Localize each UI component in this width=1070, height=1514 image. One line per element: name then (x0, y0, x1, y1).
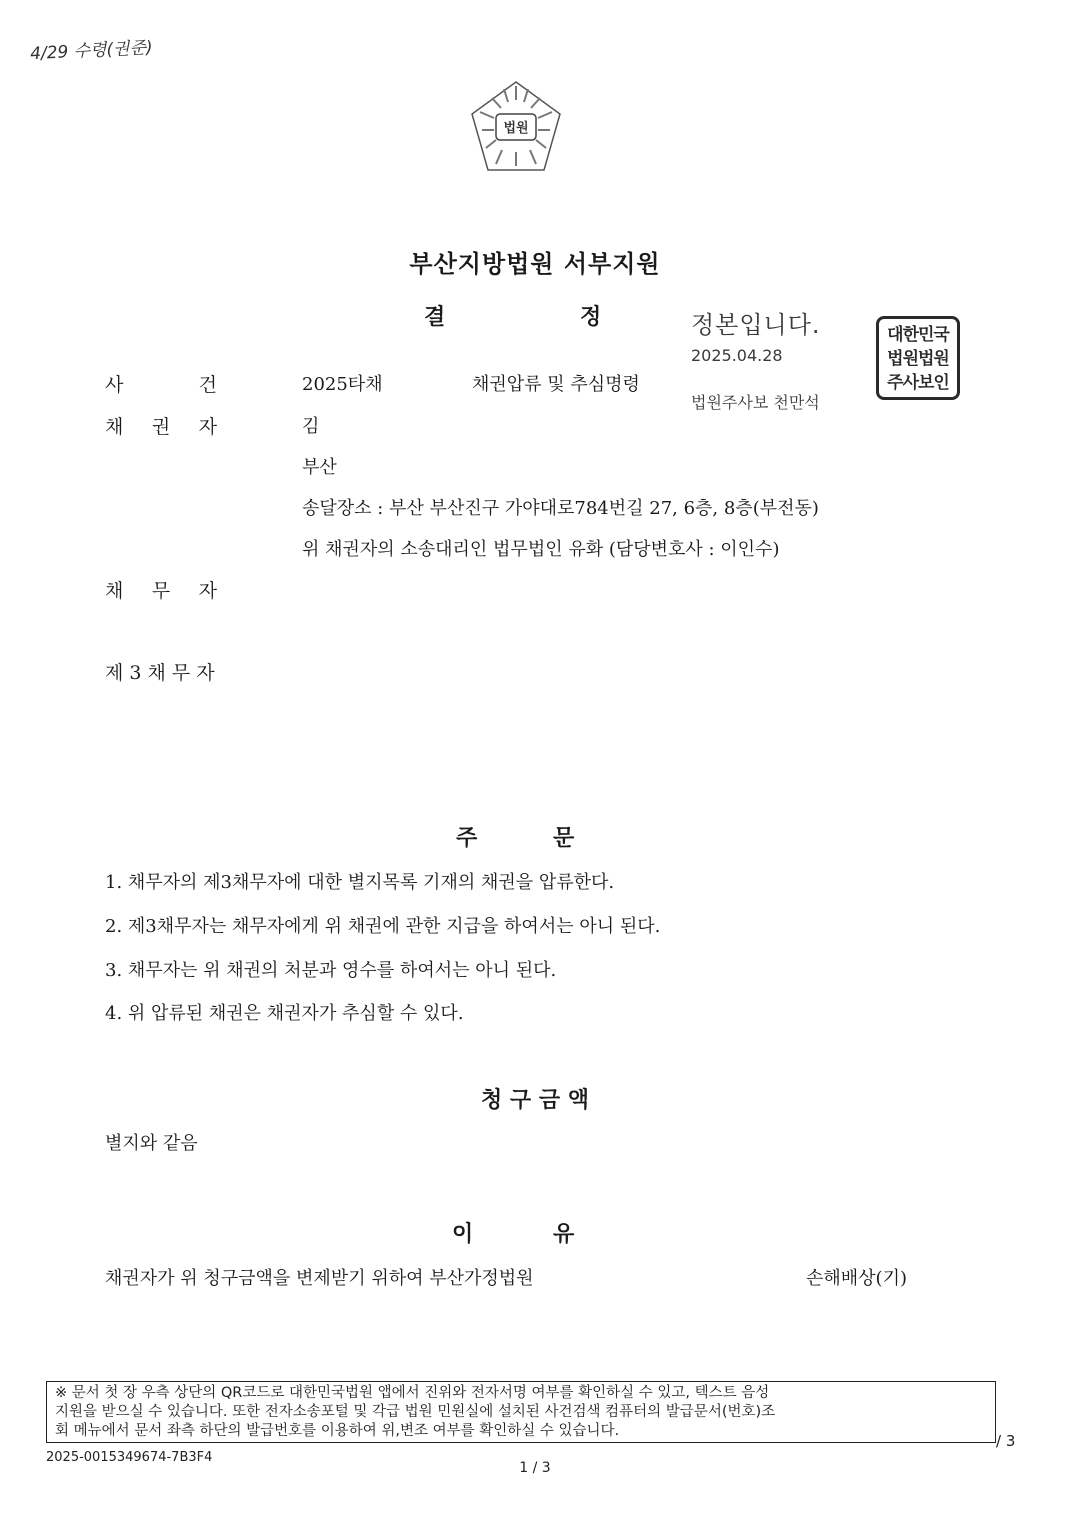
representative: 위 채권자의 소송대리인 법무법인 유화 (담당변호사 : 이인수) (302, 539, 780, 560)
handwritten-note: 4/29 수령(권준) (29, 37, 154, 65)
debtor-label-char: 채 (105, 580, 124, 602)
certified-date: 2025.04.28 (691, 346, 783, 365)
creditor-label-char: 권 (151, 416, 171, 438)
issue-number: 2025-0015349674-7B3F4 (46, 1450, 213, 1465)
case-title: 채권압류 및 추심명령 (472, 374, 640, 395)
order-item-1: 1. 채무자의 제3채무자에 대한 별지목록 기재의 채권을 압류한다. (105, 872, 615, 893)
court-name: 부산지방법원 서부지원 (409, 250, 661, 278)
verification-notice-box (46, 1381, 996, 1443)
reason-heading-char-1: 이 (452, 1222, 474, 1247)
seal-line-2: 법원법원 (887, 349, 949, 369)
case-number: 2025타채 (302, 374, 383, 395)
reason-heading-char-2: 유 (553, 1222, 575, 1247)
claim-text: 별지와 같음 (105, 1133, 198, 1154)
third-debtor-label: 제 3 채 무 자 (105, 662, 215, 684)
debtor-label-char: 무 (151, 580, 171, 602)
notice-line-3: 회 메뉴에서 문서 좌측 하단의 발급번호를 이용하여 위,변조 여부를 확인하실 수 있습니다. (55, 1423, 620, 1439)
reason-text: 채권자가 위 청구금액을 변제받기 위하여 부산가정법원 (105, 1268, 534, 1289)
doc-title-char-2: 정 (580, 305, 602, 330)
creditor-label-char: 자 (198, 416, 217, 438)
service-address: 송달장소 : 부산 부산진구 가야대로784번길 27, 6층, 8층(부전동) (302, 498, 819, 519)
certified-copy-text: 정본입니다. (691, 311, 821, 339)
page-number: 1 / 3 (519, 1460, 551, 1476)
emblem-label: 법원 (503, 121, 529, 136)
debtor-label (105, 576, 217, 603)
creditor-address: 부산 (302, 457, 337, 478)
official-seal (876, 316, 960, 400)
case-label-char: 건 (198, 374, 217, 396)
order-item-3: 3. 채무자는 위 채권의 처분과 영수를 하여서는 아니 된다. (105, 960, 557, 981)
order-heading-char-2: 문 (553, 826, 575, 851)
reason-text-right: 손해배상(기) (806, 1268, 907, 1289)
claim-heading: 청 구 금 액 (481, 1088, 589, 1113)
court-emblem-icon (466, 78, 566, 178)
seal-line-3: 주사보인 (887, 373, 949, 393)
seal-line-1: 대한민국 (887, 325, 949, 345)
side-page-mark: / 3 (996, 1432, 1016, 1450)
notice-line-2: 지원을 받으실 수 있습니다. 또한 전자소송포털 및 각급 법원 민원실에 설치된 사건검색 컴퓨터의 발급문서(번호)조 (55, 1404, 776, 1420)
case-label (105, 370, 217, 397)
order-item-4: 4. 위 압류된 채권은 채권자가 추심할 수 있다. (105, 1003, 464, 1024)
creditor-label (105, 412, 217, 439)
order-item-2: 2. 제3채무자는 채무자에게 위 채권에 관한 지급을 하여서는 아니 된다. (105, 916, 661, 937)
case-label-char: 사 (105, 374, 124, 396)
debtor-label-char: 자 (198, 580, 217, 602)
order-heading-char-1: 주 (456, 826, 478, 851)
creditor-name: 김 (302, 416, 320, 437)
creditor-label-char: 채 (105, 416, 124, 438)
certified-official: 법원주사보 천만석 (691, 393, 820, 412)
notice-line-1: ※ 문서 첫 장 우측 상단의 QR코드로 대한민국법원 앱에서 진위와 전자서명 여부를 확인하실 수 있고, 텍스트 음성 (55, 1385, 770, 1401)
doc-title-char-1: 결 (424, 305, 446, 330)
